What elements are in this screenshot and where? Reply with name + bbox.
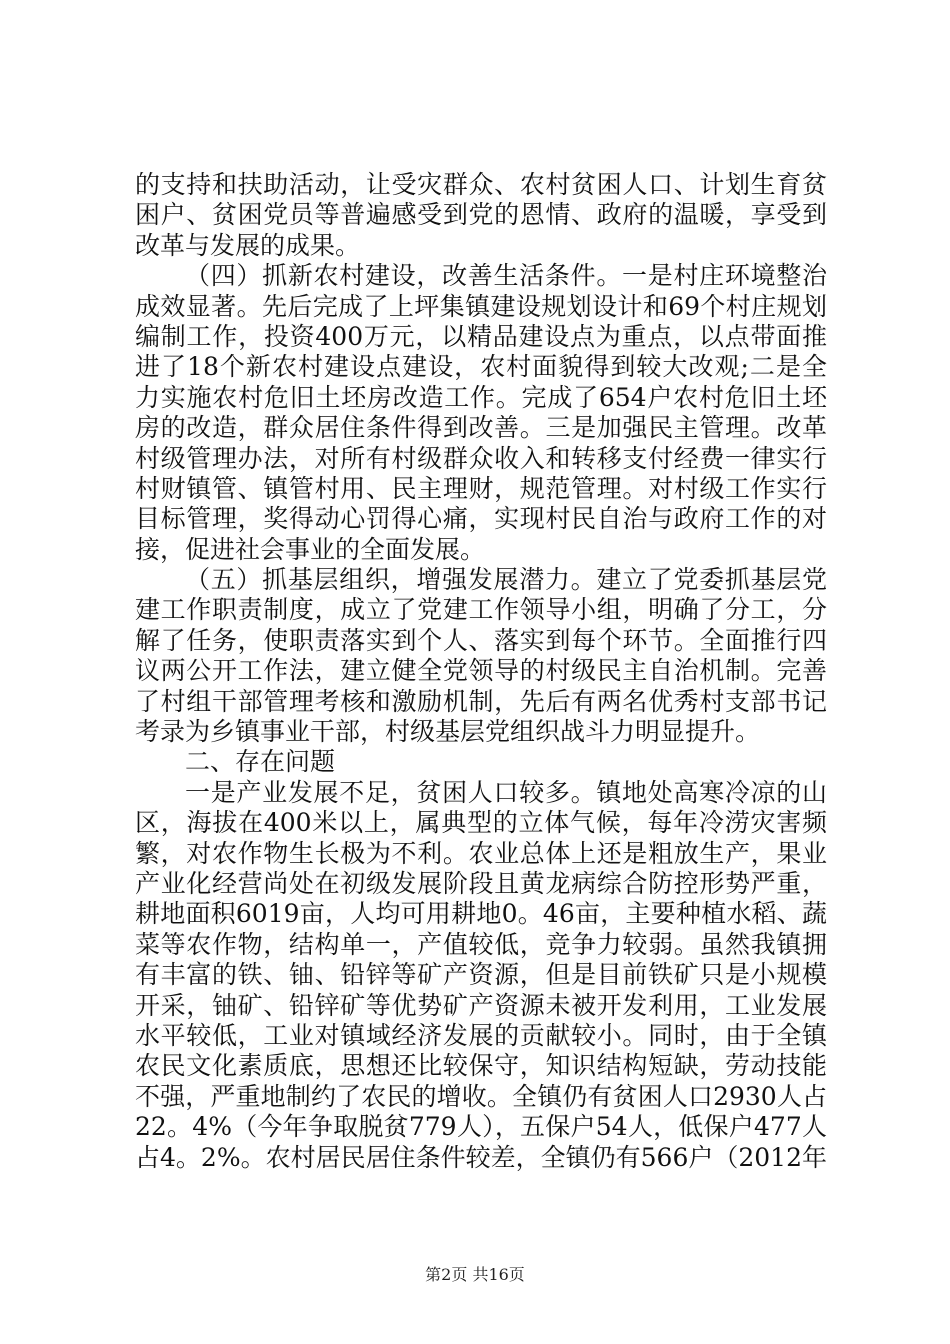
text-line: 进了18个新农村建设点建设，农村面貌得到较大改观;二是全 [135, 352, 827, 382]
text-line: 了村组干部管理考核和激励机制，先后有两名优秀村支部书记 [135, 686, 827, 716]
text-line: 目标管理，奖得动心罚得心痛，实现村民自治与政府工作的对 [135, 504, 827, 534]
text-line: 一是产业发展不足，贫困人口较多。镇地处高寒冷凉的山 [185, 777, 827, 807]
text-line: 议两公开工作法，建立健全党领导的村级民主自治机制。完善 [135, 656, 827, 686]
text-line: 解了任务，使职责落实到个人、落实到每个环节。全面推行四 [135, 625, 827, 655]
text-line: 产业化经营尚处在初级发展阶段且黄龙病综合防控形势严重， [135, 868, 827, 898]
text-line: 接，促进社会事业的全面发展。 [135, 534, 486, 564]
text-line: 开采，铀矿、铅锌矿等优势矿产资源未被开发利用，工业发展 [135, 990, 827, 1020]
text-line: （五）抓基层组织，增强发展潜力。建立了党委抓基层党 [185, 565, 827, 595]
text-line: 有丰富的铁、铀、铅锌等矿产资源，但是目前铁矿只是小规模 [135, 960, 827, 990]
text-line: 二、存在问题 [185, 747, 336, 777]
text-line: 成效显著。先后完成了上坪集镇建设规划设计和69个村庄规划 [135, 291, 827, 321]
text-line: 不强，严重地制约了农民的增收。全镇仍有贫困人口2930人占 [135, 1081, 827, 1111]
text-line: 改革与发展的成果。 [135, 230, 361, 260]
text-line: 繁，对农作物生长极为不利。农业总体上还是粗放生产，果业 [135, 838, 827, 868]
text-line: 的支持和扶助活动，让受灾群众、农村贫困人口、计划生育贫 [135, 170, 827, 199]
text-line: 耕地面积6019亩，人均可用耕地0。46亩，主要种植水稻、蔬 [135, 899, 827, 929]
document-body [135, 170, 827, 1173]
text-line: 水平较低，工业对镇域经济发展的贡献较小。同时，由于全镇 [135, 1020, 827, 1050]
text-line: 编制工作，投资400万元，以精品建设点为重点，以点带面推 [135, 321, 827, 351]
text-line: 菜等农作物，结构单一，产值较低，竞争力较弱。虽然我镇拥 [135, 929, 827, 959]
text-line: 力实施农村危旧土坯房改造工作。完成了654户农村危旧土坯 [135, 382, 827, 412]
text-line: （四）抓新农村建设，改善生活条件。一是村庄环境整治 [185, 261, 827, 291]
text-line: 困户、贫困党员等普遍感受到党的恩情、政府的温暖，享受到 [135, 200, 827, 230]
text-line: 22。4%（今年争取脱贫779人），五保户54人，低保户477人 [135, 1112, 827, 1142]
text-line: 建工作职责制度，成立了党建工作领导小组，明确了分工，分 [135, 595, 827, 625]
text-line: 村级管理办法，对所有村级群众收入和转移支付经费一律实行 [135, 443, 827, 473]
text-line: 区，海拔在400米以上，属典型的立体气候，每年冷涝灾害频 [135, 808, 827, 838]
page-footer: 第2页 共16页 [425, 1265, 525, 1284]
text-line: 房的改造，群众居住条件得到改善。三是加强民主管理。改革 [135, 413, 827, 443]
text-line: 考录为乡镇事业干部，村级基层党组织战斗力明显提升。 [135, 717, 761, 747]
text-line: 农民文化素质底，思想还比较保守，知识结构短缺，劳动技能 [135, 1051, 827, 1081]
text-line: 村财镇管、镇管村用、民主理财，规范管理。对村级工作实行 [135, 473, 827, 503]
text-line: 占4。2%。农村居民居住条件较差，全镇仍有566户（2012年 [135, 1142, 827, 1172]
